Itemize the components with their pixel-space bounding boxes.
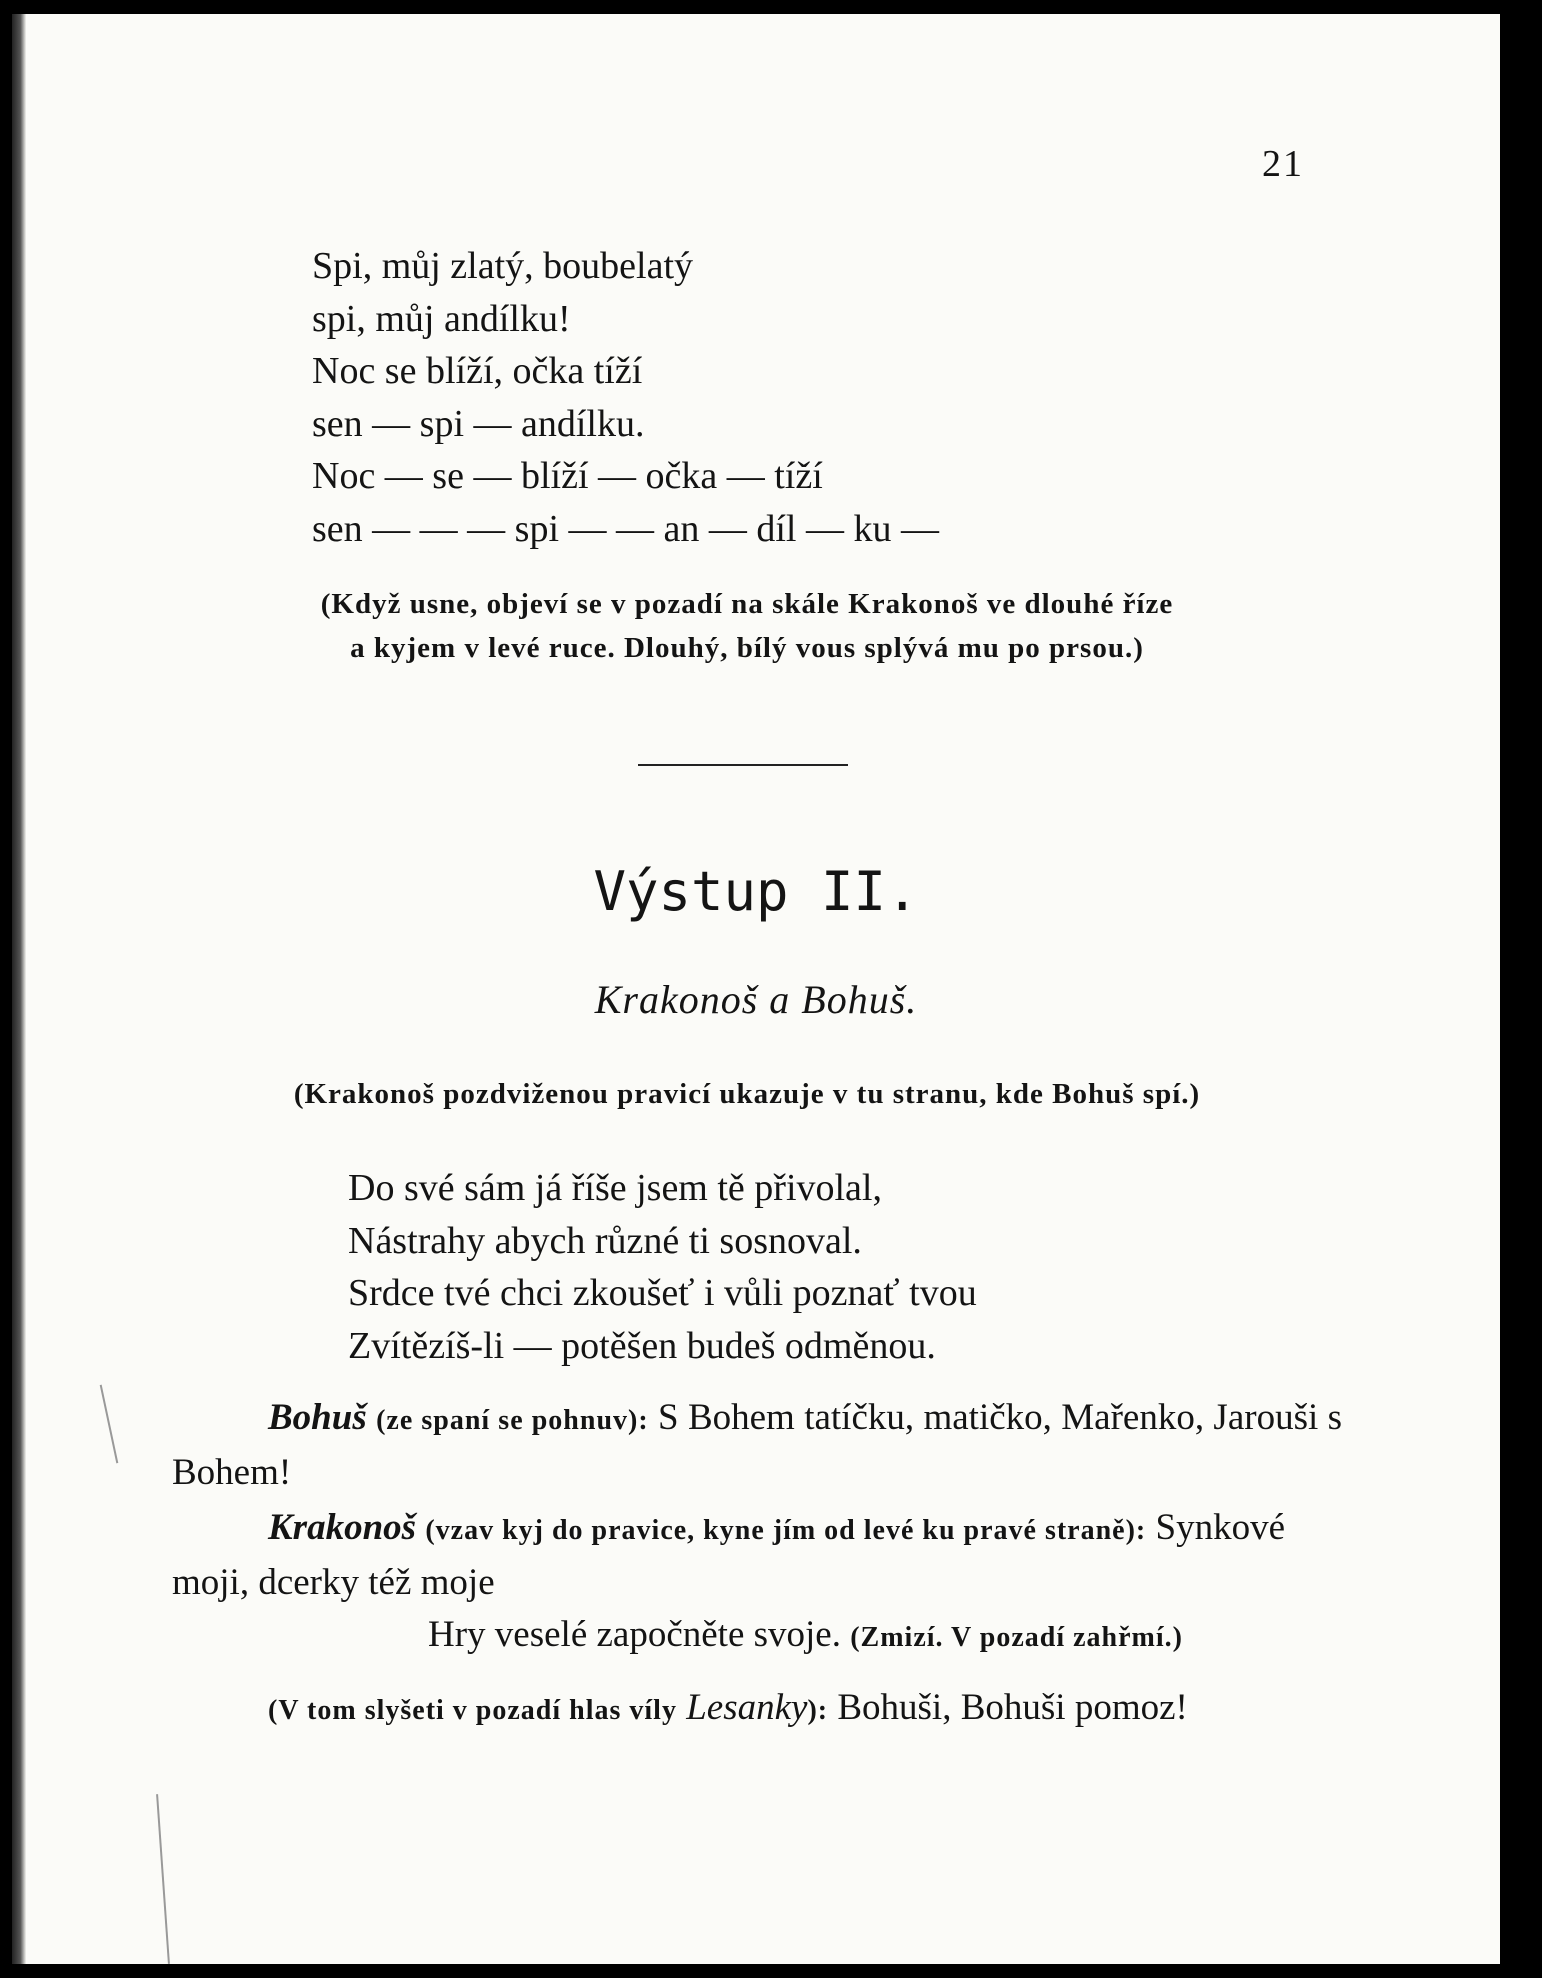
speech-direction: (ze spaní se pohnuv): [376,1405,649,1436]
scene-characters: Krakonoš a Bohuš. [594,977,918,1022]
speech-direction: (Zmizí. V pozadí zahřmí.) [850,1622,1183,1653]
speech-direction: (V tom slyšeti v pozadí hlas víly [268,1695,677,1726]
speech-text: Bohuši, Bohuši pomoz! [837,1687,1188,1728]
book-page [12,14,1500,1964]
speech-direction: (vzav kyj do pravice, kyne jím od levé ku pravé straně): [425,1515,1147,1546]
verse-line: Zvítězíš-li — potěšen budeš odměnou. [348,1324,936,1367]
scene-title: Výstup II. [593,860,919,923]
verse-line: Noc — se — blíží — očka — tíží [312,455,823,497]
speaker-name: Krakonoš [268,1507,417,1548]
verse-line: sen — — — spi — — an — díl — ku — [312,507,939,550]
scan-artifact [100,1385,119,1464]
verse-line: spi, můj andílku! [312,297,571,340]
speech-continuation [172,1609,1342,1664]
lullaby-verse [312,240,939,555]
speech-direction: ): [807,1695,829,1726]
section-divider [638,764,848,766]
speech-bohus [172,1392,1342,1499]
speech-text: Hry veselé započněte svoje. [428,1614,841,1655]
stage-direction [152,582,1342,670]
speech-text: Synkové moji, dcerky též moje [172,1507,1285,1603]
verse-line: Do své sám já říše jsem tě přivolal, [348,1167,882,1209]
speech-voice [172,1682,1342,1737]
verse-line: Spi, můj zlatý, boubelatý [312,245,694,287]
speaker-name: Bohuš [268,1397,367,1438]
verse-line: Srdce tvé chci zkoušeť i vůli poznať tvou [348,1272,977,1314]
stage-direction: (Krakonoš pozdviženou pravicí ukazuje v tu stranu, kde Bohuš spí.) [293,1078,1201,1110]
verse-line: sen — spi — andílku. [312,402,645,445]
verse-line: Noc se blíží, očka tíží [312,350,643,392]
krakonos-verse [348,1162,977,1372]
speech-text: S Bohem tatíčku, matičko, Mařenko, Jarouši s Bohem! [172,1397,1343,1493]
stage-direction-line: a kyjem v levé ruce. Dlouhý, bílý vous splývá mu po prsou.) [350,632,1144,664]
page-number: 21 [1262,143,1304,185]
verse-line: Nástrahy abych různé ti sosnoval. [348,1219,862,1262]
scan-artifact [156,1794,170,1964]
speech-krakonos [172,1502,1342,1664]
stage-direction-line: (Když usne, objeví se v pozadí na skále Krakonoš ve dlouhé říze [320,588,1174,620]
speaker-name: Lesanky [686,1687,808,1728]
